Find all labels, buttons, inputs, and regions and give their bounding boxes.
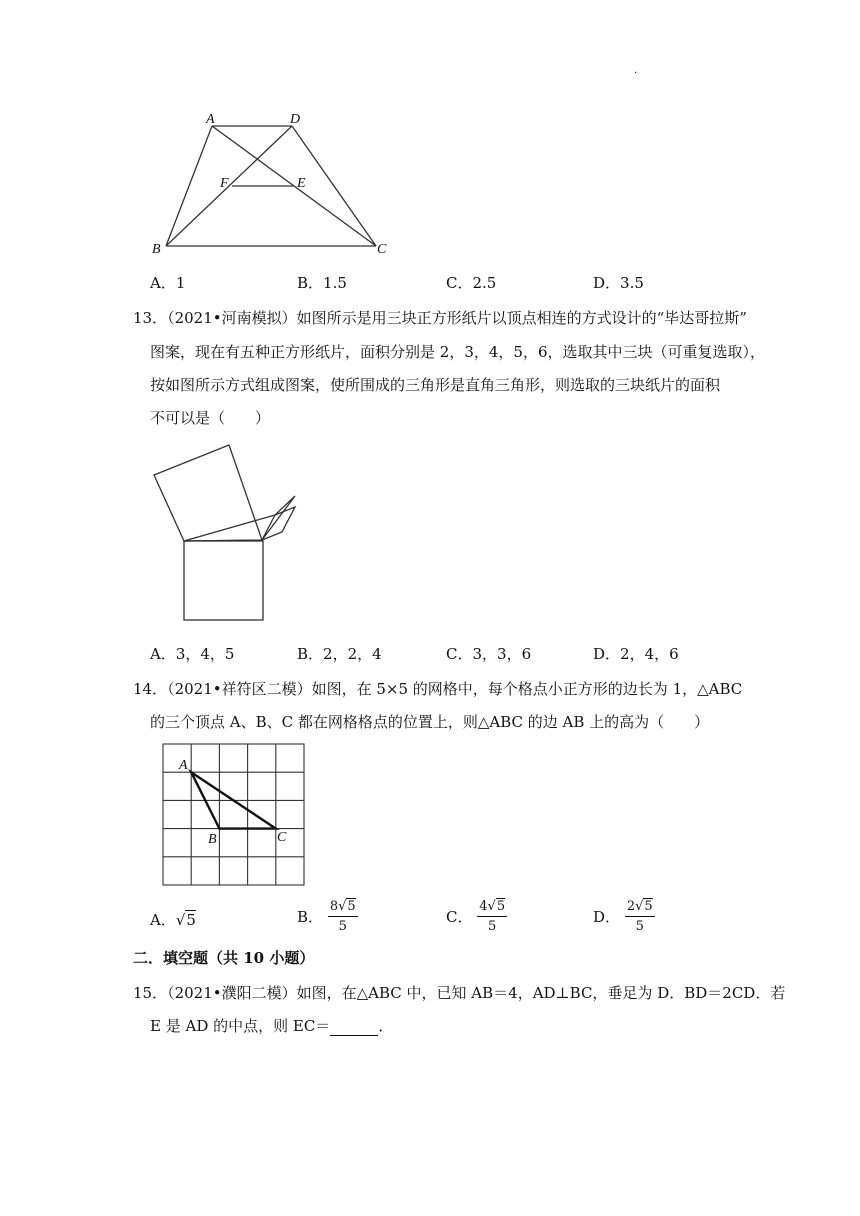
section-2-title: 二．填空题（共 10 小题）	[133, 949, 315, 967]
label-f: F	[220, 176, 229, 191]
q13-option-d: D．2，4，6	[593, 645, 679, 663]
q15-answer-blank[interactable]	[330, 1021, 378, 1036]
q13-option-b: B．2，2，4	[297, 645, 382, 663]
q12-option-d: D．3.5	[593, 274, 644, 292]
label-c: C	[377, 242, 387, 257]
q14-option-d-fraction: $\frac{2√5}{5}$	[626, 899, 653, 934]
q13-line-3: 按如图所示方式组成图案，使所围成的三角形是直角三角形，则选取的三块纸片的面积	[150, 376, 721, 394]
grid-label-a: A	[179, 758, 188, 773]
q14-option-c-fraction: $\frac{4√5}{5}$	[479, 899, 506, 934]
label-a: A	[206, 112, 215, 127]
q15-line-1: 15．（2021•濮阳二模）如图，在△ABC 中，已知 AB＝4，AD⊥BC，垂足为 D．BD＝2CD．若	[133, 984, 786, 1002]
grid-figure	[155, 735, 315, 895]
q15-line-2: E 是 AD 的中点，则 EC＝ ．	[150, 1017, 394, 1035]
q13-option-a: A．3，4，5	[150, 645, 235, 663]
grid-label-c: C	[277, 830, 287, 845]
q14-option-c: C． $\frac{4√5}{5}$	[446, 899, 506, 934]
q14-option-b: B． $\frac{8√5}{5}$	[297, 899, 356, 934]
q14-option-a: A．√5	[150, 911, 196, 929]
q14-option-d: D． $\frac{2√5}{5}$	[593, 899, 653, 934]
page-marker: ·	[634, 68, 638, 79]
q13-line-4: 不可以是（ ）	[150, 409, 271, 427]
q13-option-c: C．3，3，6	[446, 645, 532, 663]
q12-option-a: A．1	[150, 274, 186, 292]
q14-line-1: 14．（2021•祥符区二模）如图，在 5×5 的网格中，每个格点小正方形的边长为 1，△ABC	[133, 680, 743, 698]
label-d: D	[290, 112, 301, 127]
q13-line-1: 13．（2021•河南模拟）如图所示是用三块正方形纸片以顶点相连的方式设计的“毕达哥拉斯”	[133, 309, 747, 327]
q12-option-b: B．1.5	[297, 274, 347, 292]
pythagoras-figure	[140, 440, 320, 630]
q12-option-c: C．2.5	[446, 274, 497, 292]
label-e: E	[297, 176, 306, 191]
trapezoid-figure	[140, 105, 400, 260]
q14-option-b-fraction: $\frac{8√5}{5}$	[329, 899, 356, 934]
q14-line-2: 的三个顶点 A、B、C 都在网格格点的位置上，则△ABC 的边 AB 上的高为（ ）	[150, 713, 710, 731]
label-b: B	[152, 242, 161, 257]
grid-label-b: B	[208, 832, 217, 847]
q13-line-2: 图案，现在有五种正方形纸片，面积分别是 2，3，4，5，6，选取其中三块（可重复选取），	[150, 343, 765, 361]
